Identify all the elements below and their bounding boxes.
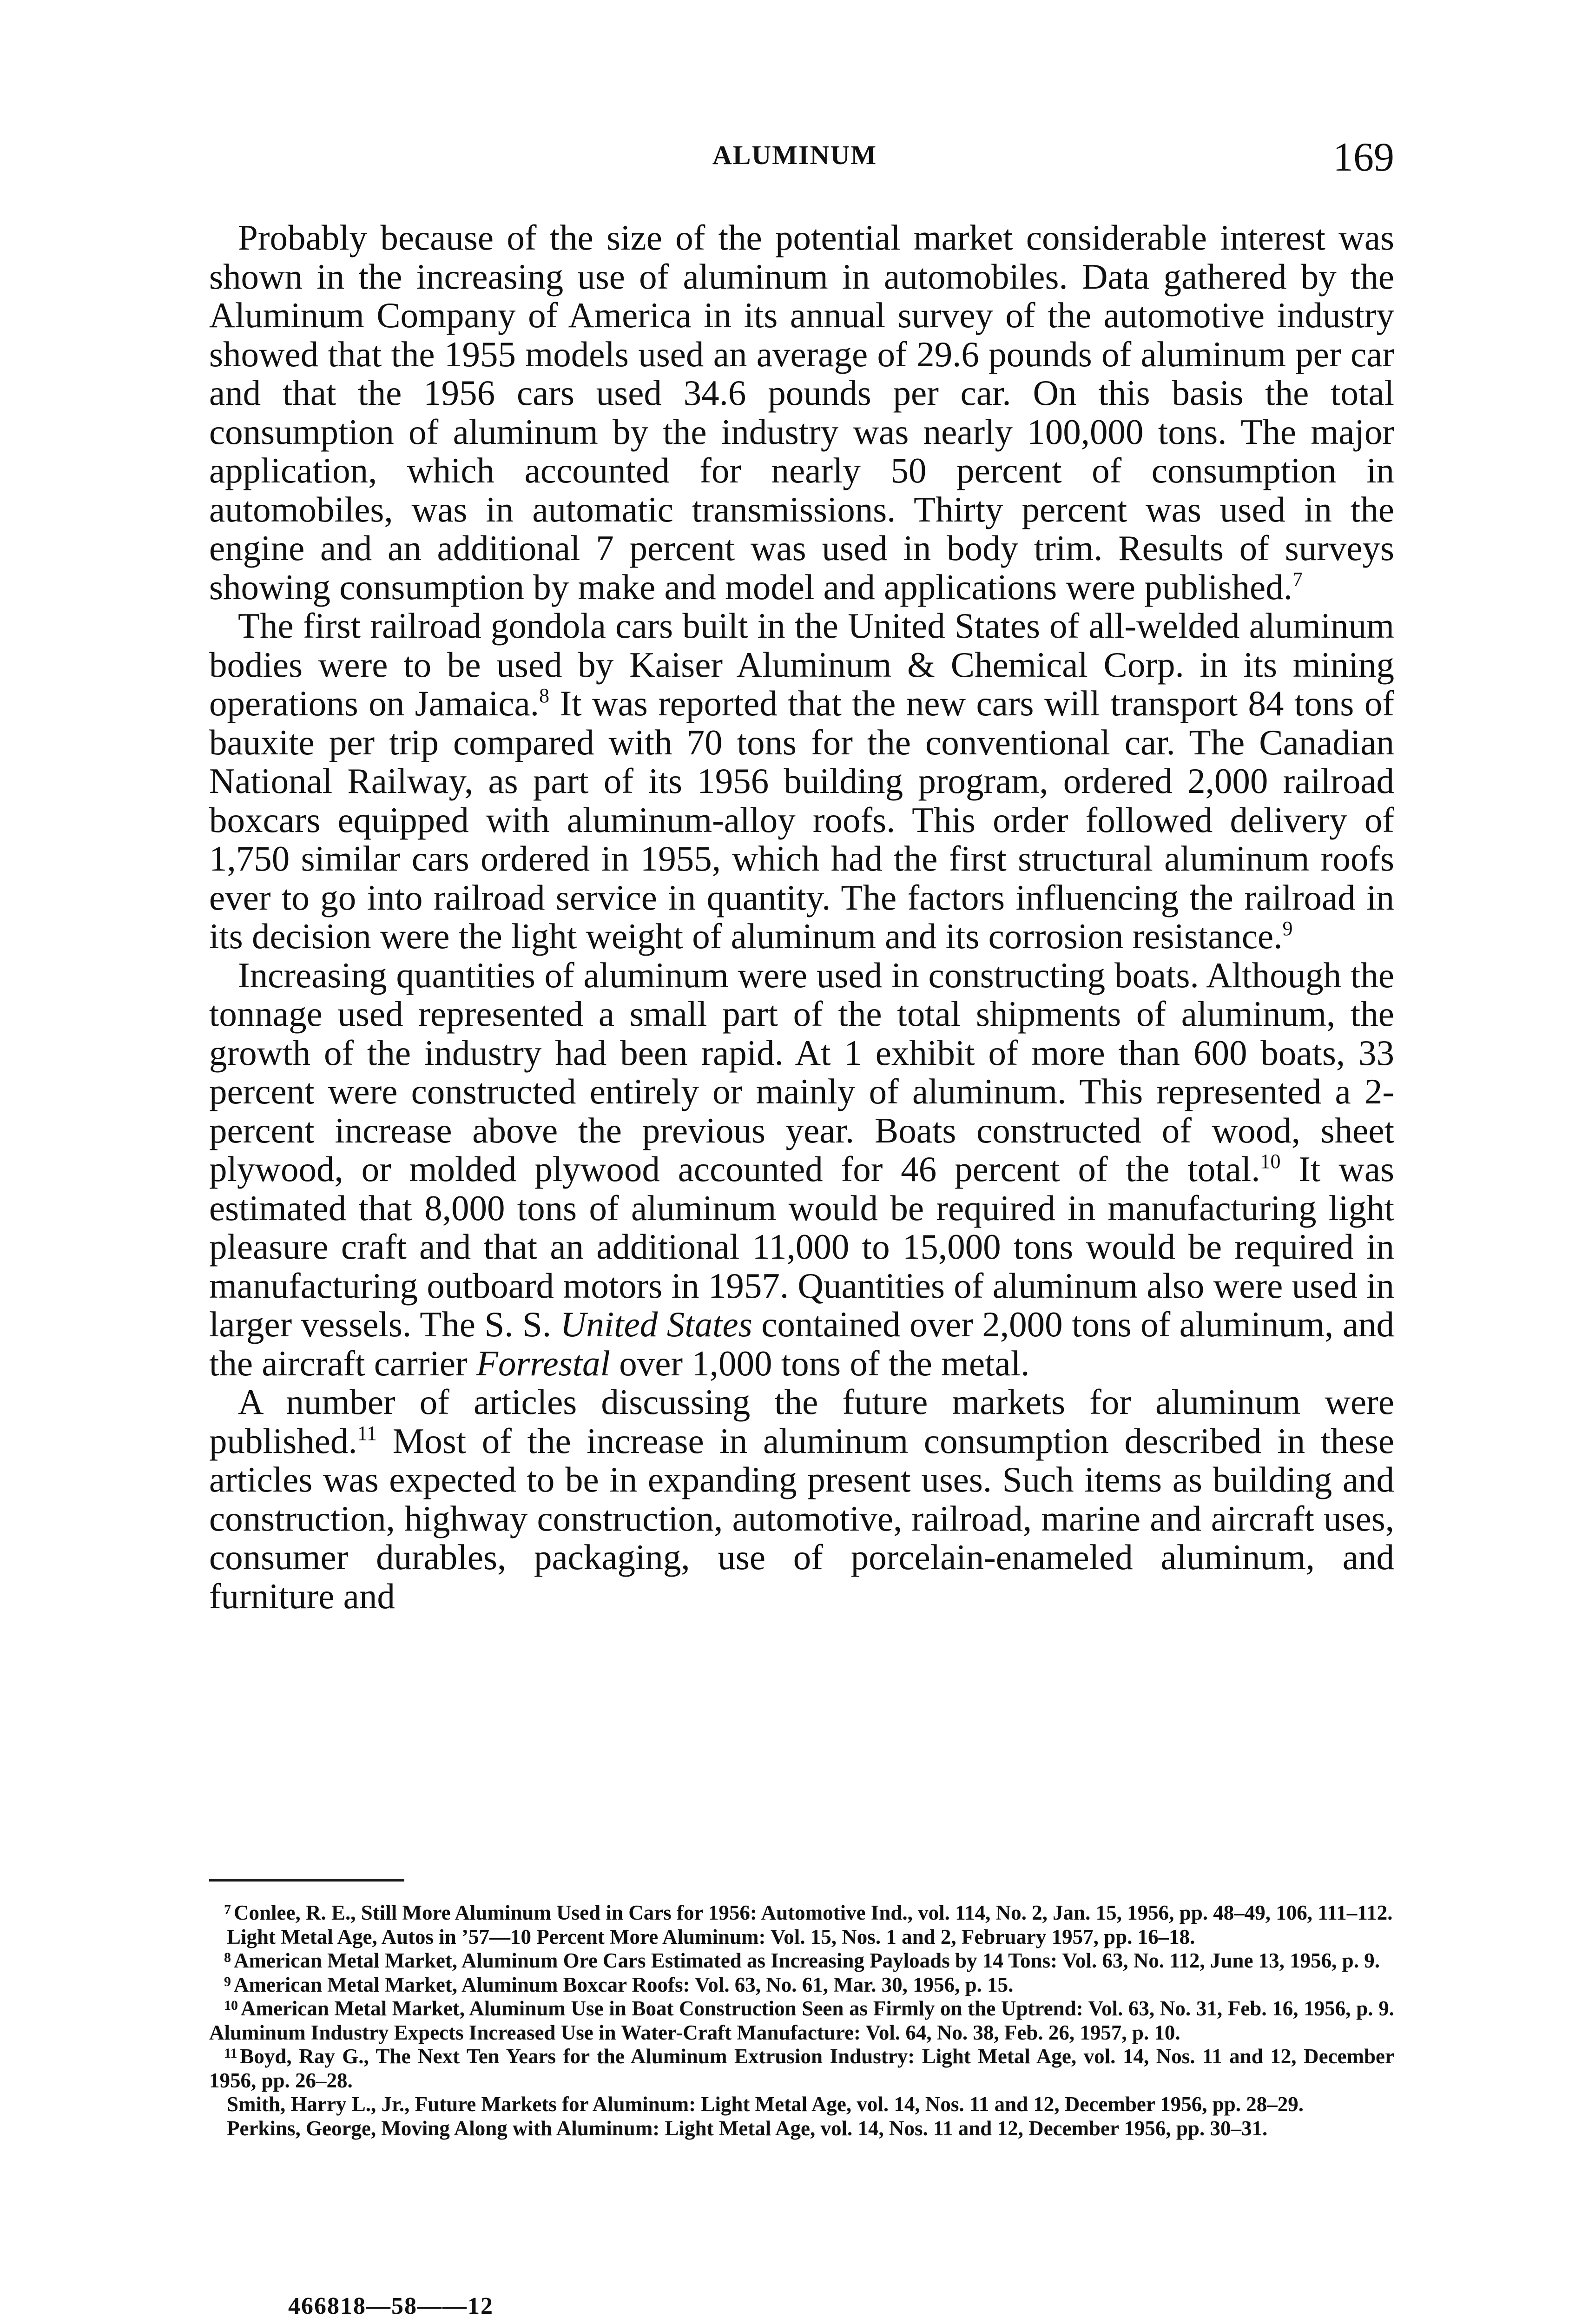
footnote-text: Conlee, R. E., Still More Aluminum Used in Cars for 1956: Automotive Ind., vol. 114, No. 2, Jan. 15, 1956, pp. 48–49, 106, 111–112. (234, 1901, 1393, 1924)
footnote-mark: 8 (224, 1950, 231, 1965)
footnote-text: Perkins, George, Moving Along with Aluminum: Light Metal Age, vol. 14, Nos. 11 and 12, December 1956, pp. 30–31. (227, 2116, 1268, 2140)
footnote (209, 1901, 1394, 1925)
paragraph-text: Most of the increase in aluminum consumption described in these articles was expected to be in expanding present uses. Such items as building and construction, highway construction, automotive, railroad, marine and aircraft uses, consumer durables, packaging, use of porcelain-enameled aluminum, and furniture and (209, 1420, 1394, 1616)
footnote (209, 2093, 1394, 2117)
paragraph (209, 607, 1394, 956)
printer-code: 466818—58——12 (288, 2293, 494, 2319)
footnote-text: Smith, Harry L., Jr., Future Markets for Aluminum: Light Metal Age, vol. 14, Nos. 11 and 12, December 1956, pp. 28–29. (227, 2093, 1304, 2116)
footnote (209, 2117, 1394, 2141)
paragraph-text: Probably because of the size of the potential market considerable interest was shown in the increasing use of aluminum in automobiles. Data gathered by the Aluminum Company of America in its annual survey of the automotive industry showed that the 1955 models used an average of 29.6 pounds of aluminum per car and that the 1956 cars used 34.6 pounds per car. On this basis the total consumption of aluminum by the industry was nearly 100,000 tons. The major application, which accounted for nearly 50 percent of consumption in automobiles, was in automatic transmissions. Thirty percent was used in the engine and an additional 7 percent was used in body trim. Results of surveys showing consumption by make and model and applications were published. (209, 218, 1394, 607)
footnote (209, 1949, 1394, 1973)
footnote (209, 1997, 1394, 2045)
paragraph-text: It was reported that the new cars will transport 84 tons of bauxite per trip compared with 70 tons for the conventional car. The Canadian National Railway, as part of its 1956 building program, ordered 2,000 railroad boxcars equipped with aluminum-alloy roofs. This order followed delivery of 1,750 similar cars ordered in 1955, which had the first structural aluminum roofs ever to go into railroad service in quantity. The factors influencing the railroad in its decision were the light weight of aluminum and its corrosion resistance. (209, 683, 1394, 956)
paragraph-text: Increasing quantities of aluminum were used in constructing boats. Although the tonnage used represented a small part of the total shipments of aluminum, the growth of the industry had been rapid. At 1 exhibit of more than 600 boats, 33 percent were constructed entirely or mainly of aluminum. This represented a 2-percent increase above the previous year. Boats constructed of wood, sheet plywood, or molded plywood accounted for 46 percent of the total. (209, 955, 1394, 1189)
footnote-ref: 10 (1260, 1150, 1281, 1173)
italic-title: United States (560, 1304, 752, 1344)
footnote-mark: 7 (224, 1902, 231, 1917)
paragraph (209, 956, 1394, 1383)
running-title: ALUMINUM (712, 140, 877, 170)
footnote-text: Light Metal Age, Autos in ’57—10 Percent More Aluminum: Vol. 15, Nos. 1 and 2, February 1957, pp. 16–18. (227, 1925, 1195, 1948)
footnote (209, 1973, 1394, 1997)
footnote (209, 1925, 1394, 1949)
paragraph (209, 1383, 1394, 1616)
italic-title: Forrestal (476, 1343, 610, 1383)
footnote-mark: 11 (224, 2046, 237, 2061)
footnote-text: Boyd, Ray G., The Next Ten Years for the Aluminum Extrusion Industry: Light Metal Age, vol. 14, Nos. 11 and 12, December 1956, pp. 26–28. (209, 2045, 1394, 2092)
footnote-ref: 9 (1282, 917, 1293, 940)
footnote-ref: 7 (1292, 568, 1303, 591)
footnote-mark: 10 (224, 1998, 238, 2013)
footnote-mark: 9 (224, 1974, 231, 1989)
paragraph-text: A number of articles discussing the future markets for aluminum were published. (209, 1382, 1394, 1461)
paragraph-text: The first railroad gondola cars built in the United States of all-welded aluminum bodies were to be used by Kaiser Aluminum & Chemical Corp. in its mining operations on Jamaica. (209, 606, 1394, 723)
paragraph (209, 218, 1394, 607)
footnote-divider (209, 1879, 404, 1882)
footnote-text: American Metal Market, Aluminum Boxcar Roofs: Vol. 63, No. 61, Mar. 30, 1956, p. 15. (234, 1973, 1014, 1996)
paragraph-text: It was estimated that 8,000 tons of aluminum would be required in manufacturing light pleasure craft and that an additional 11,000 to 15,000 tons would be required in manufacturing outboard motors in 1957. Quantities of aluminum also were used in larger vessels. The S. S. (209, 1149, 1394, 1344)
footnote-ref: 8 (539, 684, 549, 707)
body-text (209, 218, 1394, 1616)
footnote (209, 2045, 1394, 2093)
paragraph-text: over 1,000 tons of the metal. (610, 1343, 1030, 1383)
footnote-text: American Metal Market, Aluminum Use in Boat Construction Seen as Firmly on the Uptrend: Vol. 63, No. 31, Feb. 16, 1956, p. 9. Aluminum Industry Expects Increased Use in Water-Craft Manufacture: Vol. 64, No. 38, Feb. 26, 1957, p. 10. (209, 1997, 1394, 2044)
footnote-ref: 11 (357, 1421, 377, 1445)
footnotes (209, 1901, 1394, 2140)
page-number: 169 (1333, 135, 1394, 180)
footnote-text: American Metal Market, Aluminum Ore Cars Estimated as Increasing Payloads by 14 Tons: Vol. 63, No. 112, June 13, 1956, p. 9. (234, 1949, 1380, 1972)
paragraph-text: contained over 2,000 tons of aluminum, and the aircraft carrier (209, 1304, 1394, 1383)
